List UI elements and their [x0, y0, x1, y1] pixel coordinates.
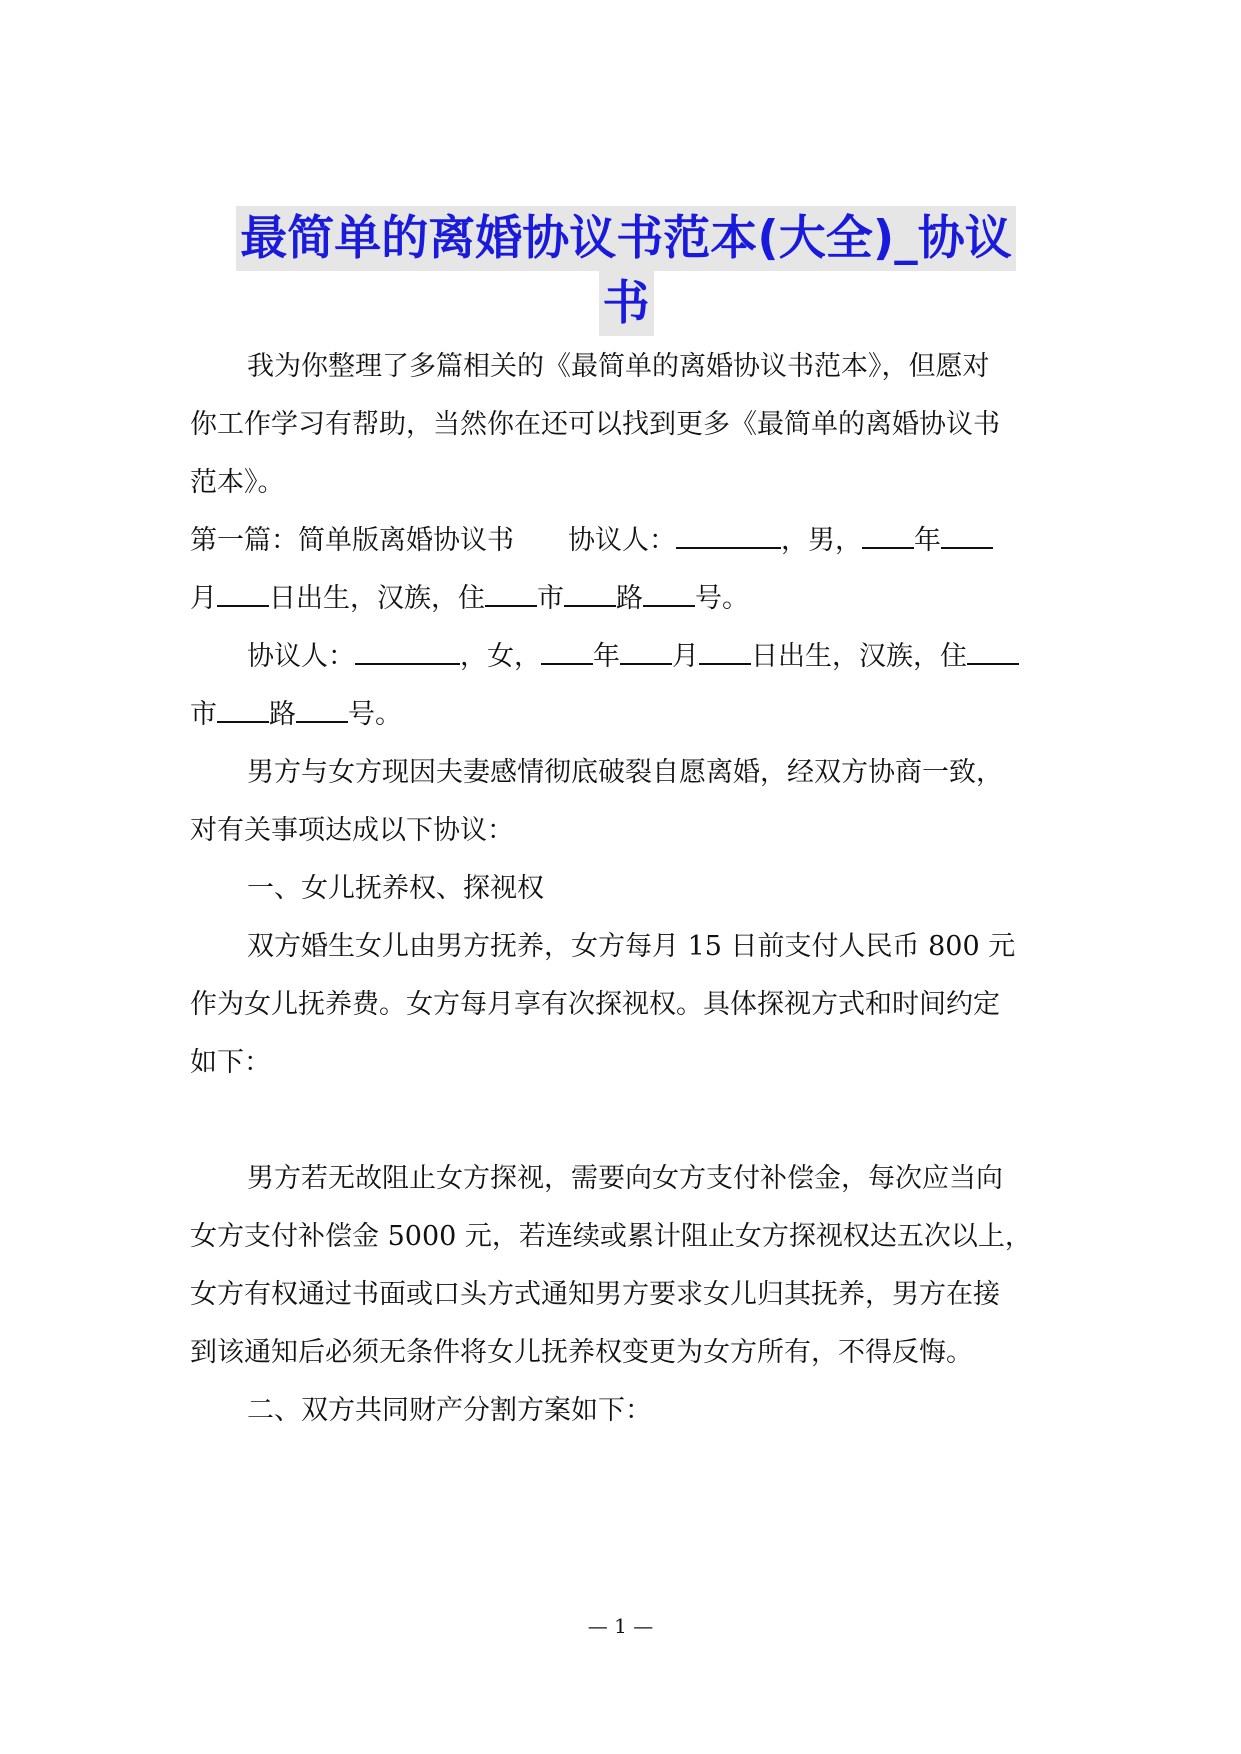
birth-address-text: 日出生，汉族，住	[269, 583, 485, 614]
day-blank	[699, 641, 751, 665]
city-blank	[485, 583, 537, 607]
road-blank	[564, 583, 616, 607]
party-male-label: 第一篇：简单版离婚协议书 协议人：	[190, 525, 676, 556]
party-female-line-1	[247, 637, 1019, 677]
road-blank	[217, 699, 269, 723]
city-blank	[967, 641, 1019, 665]
custody-line-1: 双方婚生女儿由男方抚养，女方每月 15 日前支付人民币 800 元	[247, 931, 1016, 962]
city-text: 市	[537, 583, 564, 614]
party-female-label: 协议人：	[247, 641, 355, 672]
year-blank	[541, 641, 593, 665]
month-text: 月	[672, 641, 699, 672]
year-blank	[862, 525, 914, 549]
section-heading-1: 一、女儿抚养权、探视权	[247, 873, 544, 904]
year-text: 年	[593, 641, 620, 672]
day-blank	[217, 583, 269, 607]
name-blank	[676, 525, 781, 549]
birth-address-text: 日出生，汉族，住	[751, 641, 967, 672]
name-blank	[355, 641, 460, 665]
month-text: 月	[190, 583, 217, 614]
party-male-line-1	[190, 521, 993, 561]
party-female-line-2	[190, 695, 402, 735]
intro-line-1: 我为你整理了多篇相关的《最简单的离婚协议书范本》，但愿对	[247, 351, 990, 382]
number-text: 号。	[348, 699, 402, 730]
compensation-line-3: 女方有权通过书面或口头方式通知男方要求女儿归其抚养，男方在接	[190, 1279, 1000, 1310]
document-title	[186, 206, 1066, 336]
road-text: 路	[616, 583, 643, 614]
party-male-line-2	[190, 579, 749, 619]
month-blank	[941, 525, 993, 549]
gender-female-text: ，女，	[460, 641, 541, 672]
compensation-line-2: 女方支付补偿金 5000 元，若连续或累计阻止女方探视权达五次以上，	[190, 1221, 1032, 1252]
number-blank	[643, 583, 695, 607]
custody-line-3: 如下：	[190, 1047, 271, 1078]
agreement-intro-line-2: 对有关事项达成以下协议：	[190, 815, 514, 846]
custody-line-2: 作为女儿抚养费。女方每月享有次探视权。具体探视方式和时间约定	[190, 989, 1000, 1020]
number-text: 号。	[695, 583, 749, 614]
compensation-line-4: 到该通知后必须无条件将女儿抚养权变更为女方所有，不得反悔。	[190, 1337, 973, 1368]
page-number: — 1 —	[587, 1614, 654, 1638]
title-line-2: 书	[599, 271, 654, 336]
city-text: 市	[190, 699, 217, 730]
title-line-1: 最简单的离婚协议书范本(大全)_协议	[236, 206, 1015, 271]
road-text: 路	[269, 699, 296, 730]
intro-line-3: 范本》。	[190, 467, 285, 498]
month-blank	[620, 641, 672, 665]
year-text: 年	[914, 525, 941, 556]
gender-male-text: ，男，	[781, 525, 862, 556]
number-blank	[296, 699, 348, 723]
section-heading-2: 二、双方共同财产分割方案如下：	[247, 1395, 652, 1426]
compensation-line-1: 男方若无故阻止女方探视，需要向女方支付补偿金，每次应当向	[247, 1163, 1003, 1194]
intro-line-2: 你工作学习有帮助，当然你在还可以找到更多《最简单的离婚协议书	[190, 409, 1000, 440]
agreement-intro-line-1: 男方与女方现因夫妻感情彻底破裂自愿离婚，经双方协商一致，	[247, 757, 1003, 788]
